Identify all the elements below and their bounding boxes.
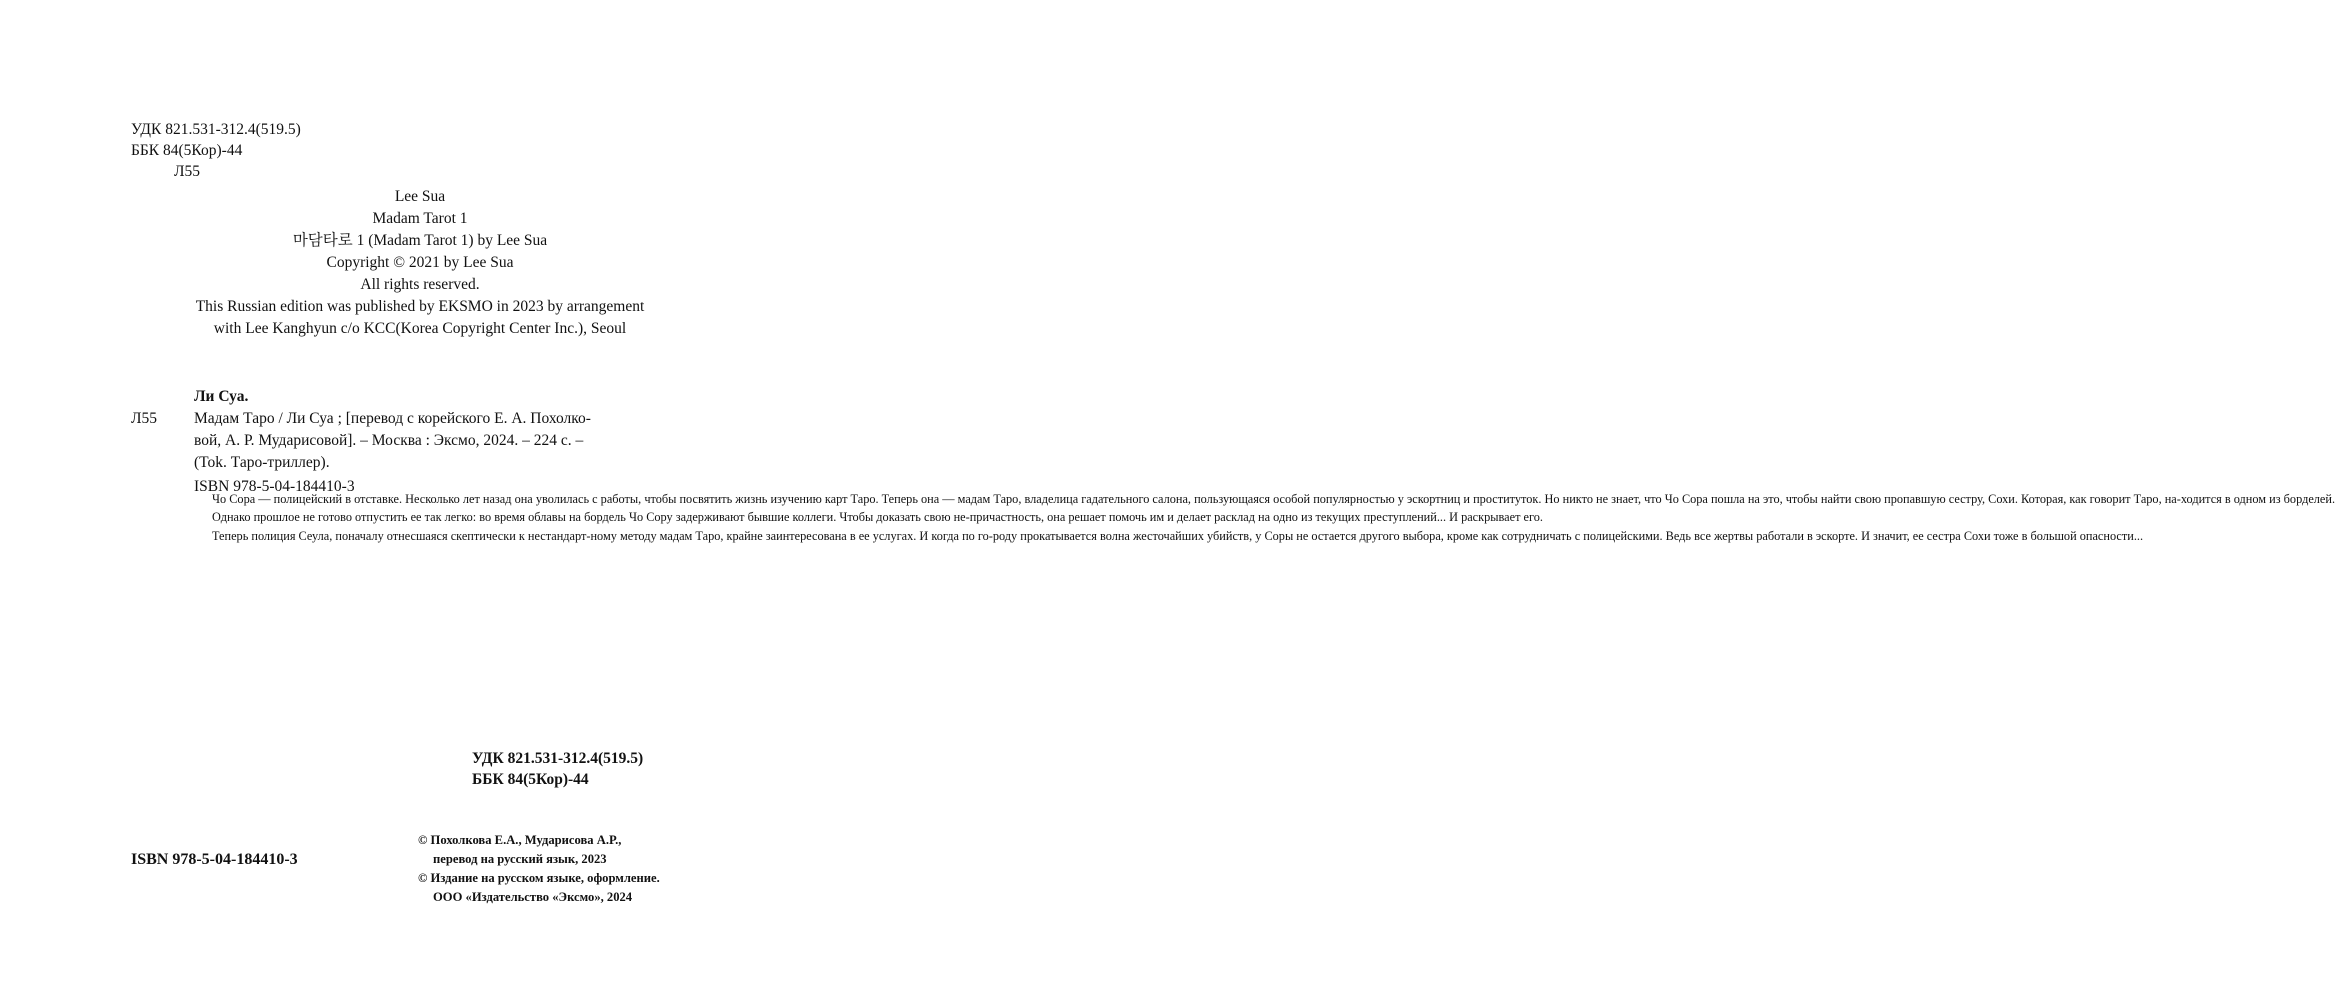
bbk-code-bottom: ББК 84(5Кор)-44 <box>472 771 589 788</box>
holder-line: © Похолкова Е.А., Мударисова А.Р., <box>418 833 622 847</box>
bottom-classification <box>472 748 643 790</box>
copyright-line: 마담타로 1 (Madam Tarot 1) by Lee Sua <box>292 232 548 249</box>
catalog-record <box>131 386 719 498</box>
udk-code: УДК 821.531-312.4(519.5) <box>131 121 301 138</box>
catalog-isbn: ISBN 978-5-04-184410-3 <box>194 478 355 495</box>
copyright-line: Copyright © 2021 by Lee Sua <box>326 254 514 271</box>
catalog-description-line: Мадам Таро / Ли Суа ; [перевод с корейского Е. А. Похолко- <box>194 410 591 427</box>
catalog-entry <box>131 408 719 474</box>
author-sign: Л55 <box>174 163 201 180</box>
copyright-line: This Russian edition was published by EKSMO in 2023 by arrangement <box>195 298 645 315</box>
bbk-code: ББК 84(5Кор)-44 <box>131 142 243 159</box>
isbn-bottom: ISBN 978-5-04-184410-3 <box>131 851 298 868</box>
annotation-paragraph: Теперь полиция Сеула, поначалу отнесшаяся скептически к нестандарт-ному методу мадам Таро, крайне заинтересована в ее услугах. И когда по го-роду прокатывается волна жесточайших убийств, у Соры не остается другого выбора, кроме как сотрудничать с полицейскими. Ведь все жертвы работали в эскорте. И значит, ее сестра Сохи тоже в большой опасности... <box>212 528 2144 543</box>
annotation-paragraph: Однако прошлое не готово отпустить ее так легко: во время облавы на бордель Чо Сору задерживают бывшие коллеги. Чтобы доказать свою не-причастность, она решает помочь им и делает расклад на одно из текущих преступлений... И раскрывает его. <box>212 510 1543 525</box>
copyright-holders <box>418 831 660 907</box>
catalog-code: Л55 <box>131 410 158 427</box>
catalog-description-line: (Tok. Таро-триллер). <box>194 454 330 471</box>
holder-line: ООО «Издательство «Эксмо», 2024 <box>433 890 633 904</box>
catalog-author: Ли Суа. <box>194 388 249 405</box>
holder-line: © Издание на русском языке, оформление. <box>418 871 660 885</box>
copyright-block <box>100 186 740 340</box>
copyright-line: with Lee Kanghyun c/o KCC(Korea Copyright Center Inc.), Seoul <box>213 320 627 337</box>
copyright-line: Lee Sua <box>394 188 446 205</box>
catalog-description-line: вой, А. Р. Мударисовой]. – Москва : Эксмо, 2024. – 224 с. – <box>194 432 584 449</box>
catalog-description <box>194 408 719 474</box>
copyright-line: All rights reserved. <box>360 276 480 293</box>
top-classification <box>131 119 301 182</box>
annotation <box>190 490 2335 545</box>
copyright-line: Madam Tarot 1 <box>372 210 468 227</box>
udk-code-bottom: УДК 821.531-312.4(519.5) <box>472 750 644 767</box>
holder-line: перевод на русский язык, 2023 <box>433 852 607 866</box>
annotation-paragraph: Чо Сора — полицейский в отставке. Несколько лет назад она уволилась с работы, чтобы посвятить жизнь изучению карт Таро. Теперь она — мадам Таро, владелица гадательного салона, пользующаяся особой популярностью у эскортниц и проституток. Но никто не знает, что Чо Сора пошла на это, чтобы найти свою пропавшую сестру, Сохи. Которая, как говорит Таро, на-ходится в одном из борделей. <box>212 492 2335 506</box>
